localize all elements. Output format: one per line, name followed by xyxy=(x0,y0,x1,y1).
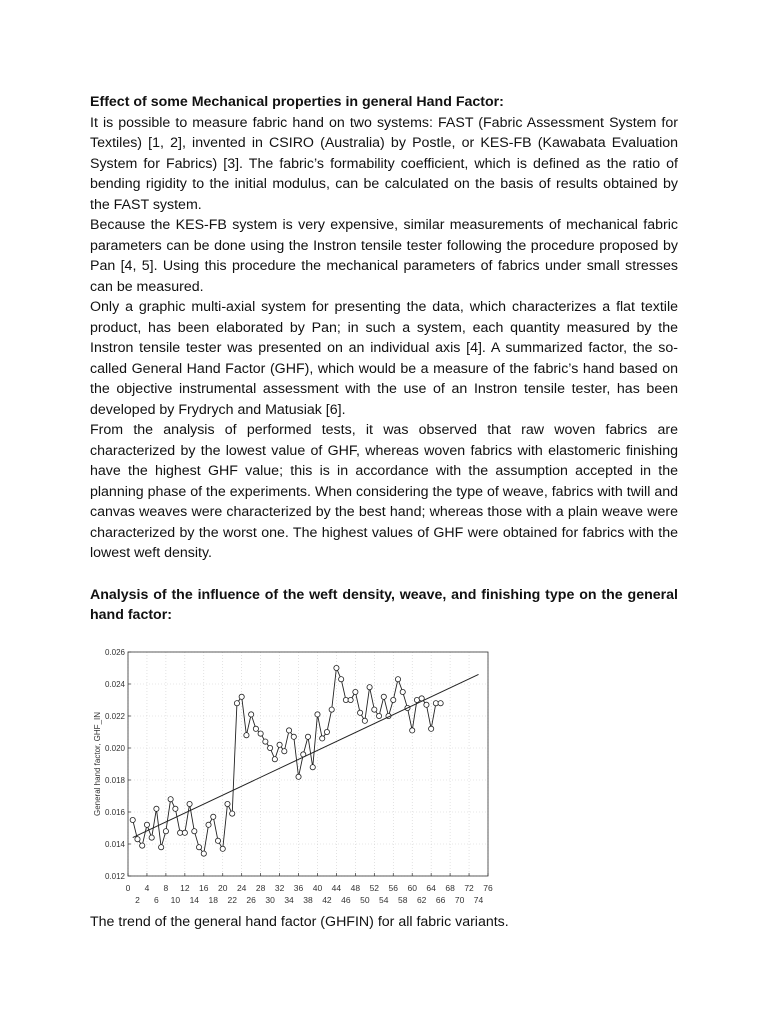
data-point xyxy=(168,797,173,802)
data-point xyxy=(140,843,145,848)
data-point xyxy=(258,731,263,736)
y-axis-label: General hand factor, GHF_IN xyxy=(93,711,102,817)
paragraph: Only a graphic multi-axial system for presenting the data, which characterizes a flat textile product, has been elaborated by Pan; in such a system, each quantity measured by the Instron tensile tester was presented on an individual axis [4]. A summarized factor, the so-called General Hand Factor (GHF), which would be a measure of the fabric’s hand based on the objective instrumental assessment with the use of an Instron tensile tester, has been developed by Frydrych and Matusiak [6]. xyxy=(90,299,678,418)
data-point xyxy=(391,697,396,702)
paragraph: From the analysis of performed tests, it was observed that raw woven fabrics are characterized by the lowest value of GHF, whereas woven fabrics with elastomeric finishing have the highest GHF value; this is in accordance with the assumption accepted in the planning phase of the experiments. When considering the type of weave, fabrics with twill and canvas weaves were characterized by the best hand; whereas those with a plain weave were characterized by the worst one. The highest values of GHF were obtained for fabrics with the lowest weft density. xyxy=(90,422,678,561)
y-tick-label: 0.020 xyxy=(104,744,125,753)
data-point xyxy=(324,729,329,734)
data-point xyxy=(353,689,358,694)
x-tick-label: 50 xyxy=(360,895,370,905)
y-tick-label: 0.024 xyxy=(104,680,125,689)
x-tick-label: 68 xyxy=(445,883,455,893)
data-point xyxy=(362,718,367,723)
plot-frame xyxy=(128,652,488,876)
data-point xyxy=(253,726,258,731)
data-point xyxy=(272,757,277,762)
figure-caption: The trend of the general hand factor (GHFIN) for all fabric variants. xyxy=(90,914,509,930)
data-point xyxy=(154,806,159,811)
x-tick-label: 32 xyxy=(274,883,285,893)
data-point xyxy=(282,749,287,754)
data-point xyxy=(206,822,211,827)
x-tick-label: 52 xyxy=(369,883,380,893)
data-point xyxy=(130,817,135,822)
data-point xyxy=(230,811,235,816)
data-point xyxy=(329,707,334,712)
data-point xyxy=(376,713,381,718)
data-point xyxy=(339,677,344,682)
data-point xyxy=(358,710,363,715)
data-point xyxy=(395,677,400,682)
y-tick-label: 0.026 xyxy=(104,648,125,657)
section-heading: Analysis of the influence of the weft density, weave, and finishing type on the general hand factor: xyxy=(90,586,678,623)
data-point xyxy=(196,845,201,850)
data-point xyxy=(149,835,154,840)
data-point xyxy=(400,689,405,694)
data-point xyxy=(429,726,434,731)
data-point xyxy=(310,765,315,770)
data-point xyxy=(291,734,296,739)
x-tick-label: 60 xyxy=(407,883,417,893)
x-tick-label: 36 xyxy=(293,883,304,893)
x-tick-label: 42 xyxy=(322,895,332,905)
data-point xyxy=(211,814,216,819)
data-point xyxy=(201,851,206,856)
data-point xyxy=(249,712,254,717)
data-point xyxy=(135,837,140,842)
x-tick-label: 48 xyxy=(350,883,361,893)
x-tick-label: 4 xyxy=(144,883,150,893)
x-tick-label: 12 xyxy=(180,883,190,893)
x-tick-label: 72 xyxy=(464,883,474,893)
series-line xyxy=(133,668,441,854)
data-point xyxy=(173,806,178,811)
data-point xyxy=(234,701,239,706)
x-tick-label: 56 xyxy=(388,883,398,893)
chart-svg xyxy=(88,640,508,912)
x-tick-label: 46 xyxy=(341,895,351,905)
section-heading: Effect of some Mechanical properties in general Hand Factor: xyxy=(90,94,504,110)
data-point xyxy=(334,665,339,670)
x-tick-label: 22 xyxy=(227,895,237,905)
x-tick-label: 2 xyxy=(135,895,140,905)
data-point xyxy=(215,838,220,843)
x-tick-label: 66 xyxy=(435,895,446,905)
data-point xyxy=(296,774,301,779)
data-point xyxy=(438,701,443,706)
data-point xyxy=(182,830,187,835)
data-point xyxy=(192,829,197,834)
data-point xyxy=(372,707,377,712)
x-tick-label: 20 xyxy=(218,883,228,893)
data-point xyxy=(244,733,249,738)
x-tick-label: 54 xyxy=(379,895,389,905)
x-tick-label: 34 xyxy=(284,895,294,905)
data-point xyxy=(163,829,168,834)
x-tick-label: 40 xyxy=(312,883,323,893)
x-tick-label: 24 xyxy=(236,883,247,893)
data-point xyxy=(225,801,230,806)
x-tick-label: 38 xyxy=(303,895,313,905)
x-tick-label: 28 xyxy=(255,883,266,893)
x-tick-label: 64 xyxy=(426,883,436,893)
x-tick-label: 62 xyxy=(416,895,427,905)
y-tick-label: 0.022 xyxy=(104,712,125,721)
data-point xyxy=(144,822,149,827)
data-point xyxy=(220,846,225,851)
x-tick-label: 74 xyxy=(473,895,484,905)
data-point xyxy=(424,702,429,707)
document-body xyxy=(90,92,678,626)
x-tick-label: 0 xyxy=(125,883,131,893)
x-tick-label: 18 xyxy=(208,895,218,905)
data-point xyxy=(410,728,415,733)
data-point xyxy=(320,736,325,741)
x-tick-label: 10 xyxy=(170,895,181,905)
x-tick-label: 8 xyxy=(163,883,169,893)
data-point xyxy=(286,728,291,733)
x-tick-label: 44 xyxy=(331,883,342,893)
paragraph: It is possible to measure fabric hand on two systems: FAST (Fabric Assessment System for Textiles) [1, 2], invented in CSIRO (Australia) by Postle, or KES-FB (Kawabata Evaluation System for Fabrics) [3]. The fabric’s formability coefficient, which is defined as the ratio of bending rigidity to the initial modulus, can be calculated on the basis of results obtained by the FAST system. xyxy=(90,114,678,213)
paragraph: Because the KES-FB system is very expensive, similar measurements of mechanical fabric parameters can be done using the Instron tensile tester following the procedure proposed by Pan [4, 5]. Using this procedure the mechanical parameters of fabrics under small stresses can be measured. xyxy=(90,217,678,295)
y-tick-label: 0.018 xyxy=(104,776,125,785)
data-point xyxy=(239,694,244,699)
data-point xyxy=(381,694,386,699)
ghf-trend-chart xyxy=(88,640,508,912)
y-tick-label: 0.014 xyxy=(104,840,125,849)
x-tick-label: 58 xyxy=(398,895,408,905)
data-point xyxy=(268,745,273,750)
data-point xyxy=(348,697,353,702)
x-tick-label: 6 xyxy=(154,895,159,905)
x-tick-label: 30 xyxy=(265,895,275,905)
data-point xyxy=(367,685,372,690)
data-point xyxy=(187,801,192,806)
x-tick-label: 14 xyxy=(189,895,200,905)
data-point xyxy=(315,712,320,717)
x-tick-label: 16 xyxy=(199,883,209,893)
x-tick-label: 70 xyxy=(454,895,465,905)
y-tick-label: 0.016 xyxy=(104,808,125,817)
x-tick-label: 76 xyxy=(483,883,493,893)
data-point xyxy=(263,739,268,744)
x-tick-label: 26 xyxy=(246,895,256,905)
data-point xyxy=(159,845,164,850)
y-tick-label: 0.012 xyxy=(104,872,125,881)
data-point xyxy=(305,734,310,739)
trend-line xyxy=(133,674,479,837)
data-point xyxy=(277,742,282,747)
